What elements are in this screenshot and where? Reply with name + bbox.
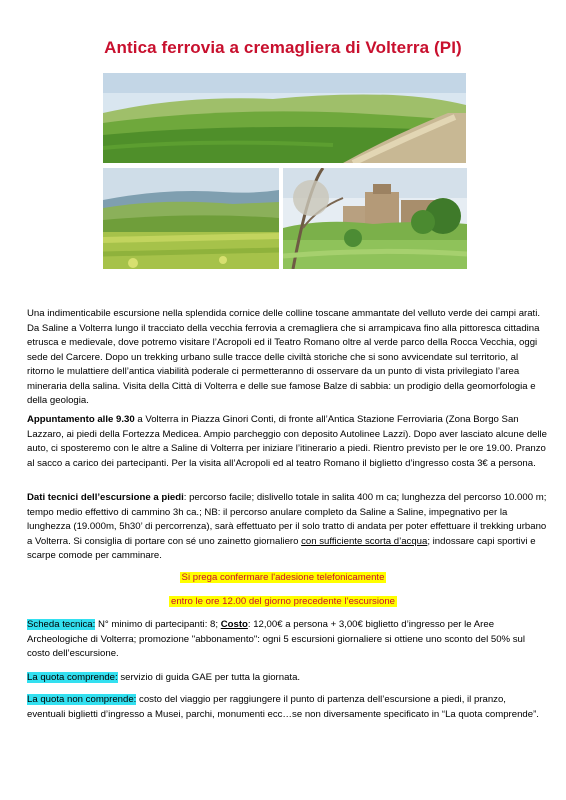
appointment-paragraph <box>27 413 547 471</box>
appointment-label: Appuntamento alle 9.30 <box>27 414 135 425</box>
technical-paragraph <box>27 491 547 564</box>
page-title: Antica ferrovia a cremagliera di Volterra (PI) <box>104 38 462 57</box>
confirmation-notice-line2: entro le ore 12.00 del giorno precedente l’escursione <box>170 596 395 607</box>
quota-non-comprende-label: La quota non comprende: <box>27 694 137 705</box>
quota-non-comprende-paragraph <box>27 693 547 722</box>
technical-text: : percorso facile; dislivello totale in salita 400 m ca; lunghezza del percorso 10.000 m; tempo medio effettivo di cammino 3h ca.; NB: il percorso anulare completo da Saline a Saline, impegnativo per la lunghezza (19.000m, 5h30’ di percorrenza), sarà effettuato per il solo tratto di andata per poter effettuare il trekking urbano a Volterra. Si consiglia di portare con sé uno zainetto giornaliero <box>27 492 547 547</box>
scheda-text-a: N° minimo di partecipanti: 8; <box>95 619 221 630</box>
scheda-text-b: : 12,00€ a persona + 3,00€ biglietto d’ingresso per le Aree Archeologiche di Volterra; promozione "abbonamento": ogni 5 escursioni giornaliere si ottiene uno sconto del 50% sul costo dell’escursione. <box>27 619 525 659</box>
technical-tail: ; indossare capi sportivi e scarpe comode per camminare. <box>27 535 536 561</box>
fortress-park-photo <box>283 168 467 269</box>
green-field-hills-photo <box>103 168 279 269</box>
scheda-label: Scheda tecnica: <box>27 619 96 630</box>
quota-comprende-label: La quota comprende: <box>27 672 118 683</box>
appointment-text: a Volterra in Piazza Ginori Conti, di fronte all’Antica Stazione Ferroviaria (Zona Borgo San Lazzaro, ai piedi della Fortezza Medicea. Ampio parcheggio con deposito Autolinee Lazzi). Dopo aver lasciato alcune delle auto, ci sposteremo con le altre a Saline di Volterra per iniziare l’itinerario a piedi. Rientro previsto per le ore 19.00. Pranzo al sacco a carico dei partecipanti. Per la visita all’Acropoli ed al teatro Romano il biglietto d’ingresso costa 3€ a persona. <box>27 414 547 469</box>
quota-non-comprende-text: costo del viaggio per raggiungere il punto di partenza dell’escursione a piedi, il pranzo, eventuali biglietti d’ingresso a Musei, parchi, monumenti ecc…se non diversamente specificato in “La quota comprende”. <box>27 694 539 720</box>
costo-label: Costo <box>220 619 248 630</box>
confirmation-notice-line1: Si prega confermare l'adesione telefonicamente <box>181 572 385 583</box>
quota-comprende-paragraph <box>27 671 547 686</box>
technical-label: Dati tecnici dell’escursione a piedi <box>27 492 184 503</box>
intro-paragraph: Una indimenticabile escursione nella splendida cornice delle colline toscane ammantate del velluto verde dei campi arati. Da Saline a Volterra lungo il tracciato della vecchia ferrovia a cremagliera che si arrampicava fino alla pittoresca cittadina etrusca e medievale, dove potremo visitare l’Acropoli ed il Teatro Romano oltre al verde parco della Rocca Vecchia, oggi sede del Carcere. Dopo un trekking urbano sulle tracce delle civiltà storiche che si sono avvicendate sul territorio, al ritorno le mulattiere dell’antica viabilità poderale ci permetteranno di osservare da un punto di vista privilegiato l’area mineraria della salina. Visita della Città di Volterra e delle sue famose Balze di sabbia: un prodigio della geomorfologia e della geologia. <box>27 308 541 406</box>
panorama-green-hills-photo <box>103 73 466 163</box>
scheda-paragraph <box>27 618 547 662</box>
quota-comprende-text: servizio di guida GAE per tutta la giornata. <box>117 672 301 683</box>
technical-water-note: con sufficiente scorta d’acqua <box>301 535 428 547</box>
